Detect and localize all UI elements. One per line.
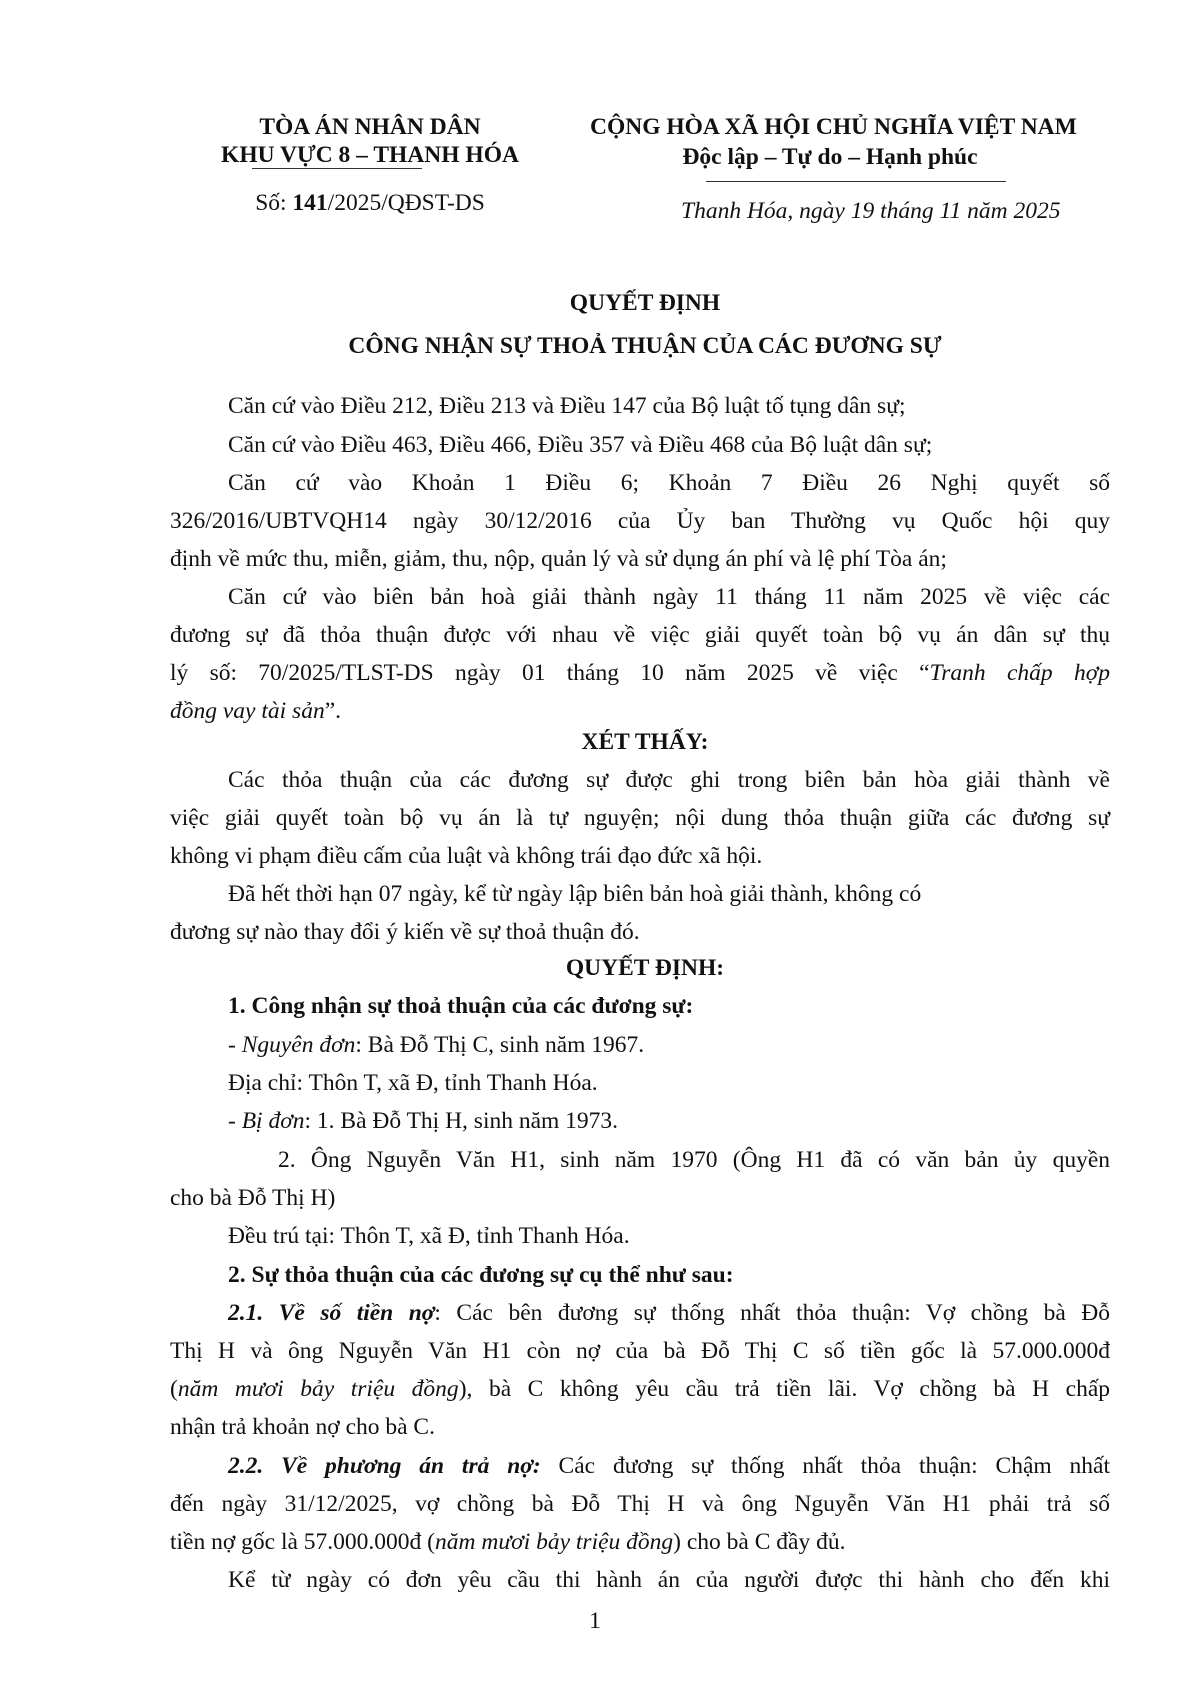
case-reference: lý số: 70/2025/TLST-DS ngày 01 tháng 10 năm 2025 về việc “ xyxy=(170,660,930,686)
court-region: KHU VỰC 8 – THANH HÓA xyxy=(221,142,519,168)
findings-heading: XÉT THẤY: xyxy=(581,729,709,755)
place-date: Thanh Hóa, ngày 19 tháng 11 năm 2025 xyxy=(681,198,1061,224)
plaintiff-label: Nguyên đơn xyxy=(241,1032,356,1058)
findings-p2-line-1: Đã hết thời hạn 07 ngày, kể từ ngày lập biên bản hoà giải thành, không có xyxy=(228,881,922,907)
page-number: 1 xyxy=(589,1608,601,1634)
basis-paragraph-4-line-1: Căn cứ vào biên bản hoà giải thành ngày 11 tháng 11 năm 2025 về việc các xyxy=(228,584,1110,610)
court-underline xyxy=(252,168,422,169)
amount-in-words: năm mươi bảy triệu đồng xyxy=(177,1376,459,1402)
section-2-3-line-1: Kể từ ngày có đơn yêu cầu thi hành án của người được thi hành cho đến khi xyxy=(228,1567,1110,1593)
section-2-2-amount: tiền nợ gốc là 57.000.000đ ( xyxy=(170,1529,436,1555)
basis-paragraph-2: Căn cứ vào Điều 463, Điều 466, Điều 357 và Điều 468 của Bộ luật dân sự; xyxy=(228,432,933,458)
section-2-2-text-cont: ) cho bà C đầy đủ. xyxy=(673,1529,846,1555)
nation-motto: Độc lập – Tự do – Hạnh phúc xyxy=(682,144,978,170)
defendant-address: Đều trú tại: Thôn T, xã Đ, tỉnh Thanh Hóa. xyxy=(228,1223,630,1249)
section-1-heading: 1. Công nhận sự thoả thuận của các đương sự: xyxy=(228,993,694,1019)
case-type-italic: Tranh chấp hợp xyxy=(929,660,1110,686)
plaintiff-line: - Nguyên đơn: Bà Đỗ Thị C, sinh năm 1967. xyxy=(228,1032,645,1058)
section-2-2-line-2: đến ngày 31/12/2025, vợ chồng bà Đỗ Thị H và ông Nguyễn Văn H1 phải trả số xyxy=(170,1491,1110,1517)
section-2-1-line-2: Thị H và ông Nguyễn Văn H1 còn nợ của bà Đỗ Thị C số tiền gốc là 57.000.000đ xyxy=(170,1338,1110,1364)
findings-p1-line-1: Các thỏa thuận của các đương sự được ghi trong biên bản hòa giải thành về xyxy=(228,767,1110,793)
document-number xyxy=(180,188,560,218)
number-suffix: /2025/QĐST-DS xyxy=(327,190,485,216)
number-prefix: Số: xyxy=(255,190,293,216)
decision-subtitle: CÔNG NHẬN SỰ THOẢ THUẬN CỦA CÁC ĐƯƠNG SỰ xyxy=(348,333,942,359)
basis-paragraph-3-line-1: Căn cứ vào Khoản 1 Điều 6; Khoản 7 Điều 26 Nghị quyết số xyxy=(228,470,1110,496)
findings-p2-line-2: đương sự nào thay đổi ý kiến về sự thoả thuận đó. xyxy=(170,919,640,945)
section-2-heading: 2. Sự thỏa thuận của các đương sự cụ thể như sau: xyxy=(228,1262,734,1288)
basis-paragraph-4-line-4 xyxy=(170,696,341,726)
findings-p1-line-2: việc giải quyết toàn bộ vụ án là tự nguyện; nội dung thỏa thuận giữa các đương sự xyxy=(170,805,1110,831)
basis-paragraph-4-line-3 xyxy=(170,658,1110,688)
nation-name: CỘNG HÒA XÃ HỘI CHỦ NGHĨA VIỆT NAM xyxy=(590,114,1077,140)
motto-underline xyxy=(706,181,1006,182)
amount-in-words-2: năm mươi bảy triệu đồng xyxy=(435,1529,674,1555)
defendant-2-line-2: cho bà Đỗ Thị H) xyxy=(170,1185,336,1211)
plaintiff-text: : Bà Đỗ Thị C, sinh năm 1967. xyxy=(355,1032,645,1058)
plaintiff-address: Địa chỉ: Thôn T, xã Đ, tỉnh Thanh Hóa. xyxy=(228,1070,598,1096)
section-2-2-line-3 xyxy=(170,1527,845,1557)
section-2-2-line-1 xyxy=(228,1451,1110,1481)
defendant-label: Bị đơn xyxy=(241,1108,305,1134)
court-name: TÒA ÁN NHÂN DÂN xyxy=(259,114,481,140)
basis-paragraph-4-line-2: đương sự đã thỏa thuận được với nhau về việc giải quyết toàn bộ vụ án dân sự thụ xyxy=(170,622,1110,648)
section-2-1-line-4: nhận trả khoản nợ cho bà C. xyxy=(170,1414,435,1440)
section-2-1-line-3 xyxy=(170,1374,1110,1404)
section-2-1-line-1 xyxy=(228,1298,1110,1328)
defendant-line: - Bị đơn: 1. Bà Đỗ Thị H, sinh năm 1973. xyxy=(228,1108,619,1134)
basis-paragraph-3-line-3: định về mức thu, miễn, giảm, thu, nộp, quản lý và sử dụng án phí và lệ phí Tòa án; xyxy=(170,546,947,572)
decision-title: QUYẾT ĐỊNH xyxy=(569,290,721,316)
paren-open: ( xyxy=(170,1376,178,1402)
section-2-2-label: 2.2. Về phương án trả nợ: xyxy=(228,1453,541,1479)
decision-heading: QUYẾT ĐỊNH: xyxy=(565,955,725,981)
section-2-1-label: 2.1. Về số tiền nợ xyxy=(228,1300,435,1326)
defendant-text: : 1. Bà Đỗ Thị H, sinh năm 1973. xyxy=(304,1108,619,1134)
case-type-italic-cont: đồng vay tài sản xyxy=(170,698,325,724)
findings-p1-line-3: không vi phạm điều cấm của luật và không trái đạo đức xã hội. xyxy=(170,843,763,869)
defendant-2-line-1: 2. Ông Nguyễn Văn H1, sinh năm 1970 (Ông H1 đã có văn bản ủy quyền xyxy=(278,1147,1110,1173)
closing-quote: ”. xyxy=(324,698,342,724)
basis-paragraph-1: Căn cứ vào Điều 212, Điều 213 và Điều 147 của Bộ luật tố tụng dân sự; xyxy=(228,393,906,419)
number-bold: 141 xyxy=(292,190,328,216)
section-2-2-text: Các đương sự thống nhất thỏa thuận: Chậm nhất xyxy=(540,1453,1110,1479)
section-2-1-text-cont: ), bà C không yêu cầu trả tiền lãi. Vợ chồng bà H chấp xyxy=(458,1376,1110,1402)
section-2-1-text: : Các bên đương sự thống nhất thỏa thuận: Vợ chồng bà Đỗ xyxy=(434,1300,1110,1326)
basis-paragraph-3-line-2: 326/2016/UBTVQH14 ngày 30/12/2016 của Ủy ban Thường vụ Quốc hội quy xyxy=(170,508,1110,534)
